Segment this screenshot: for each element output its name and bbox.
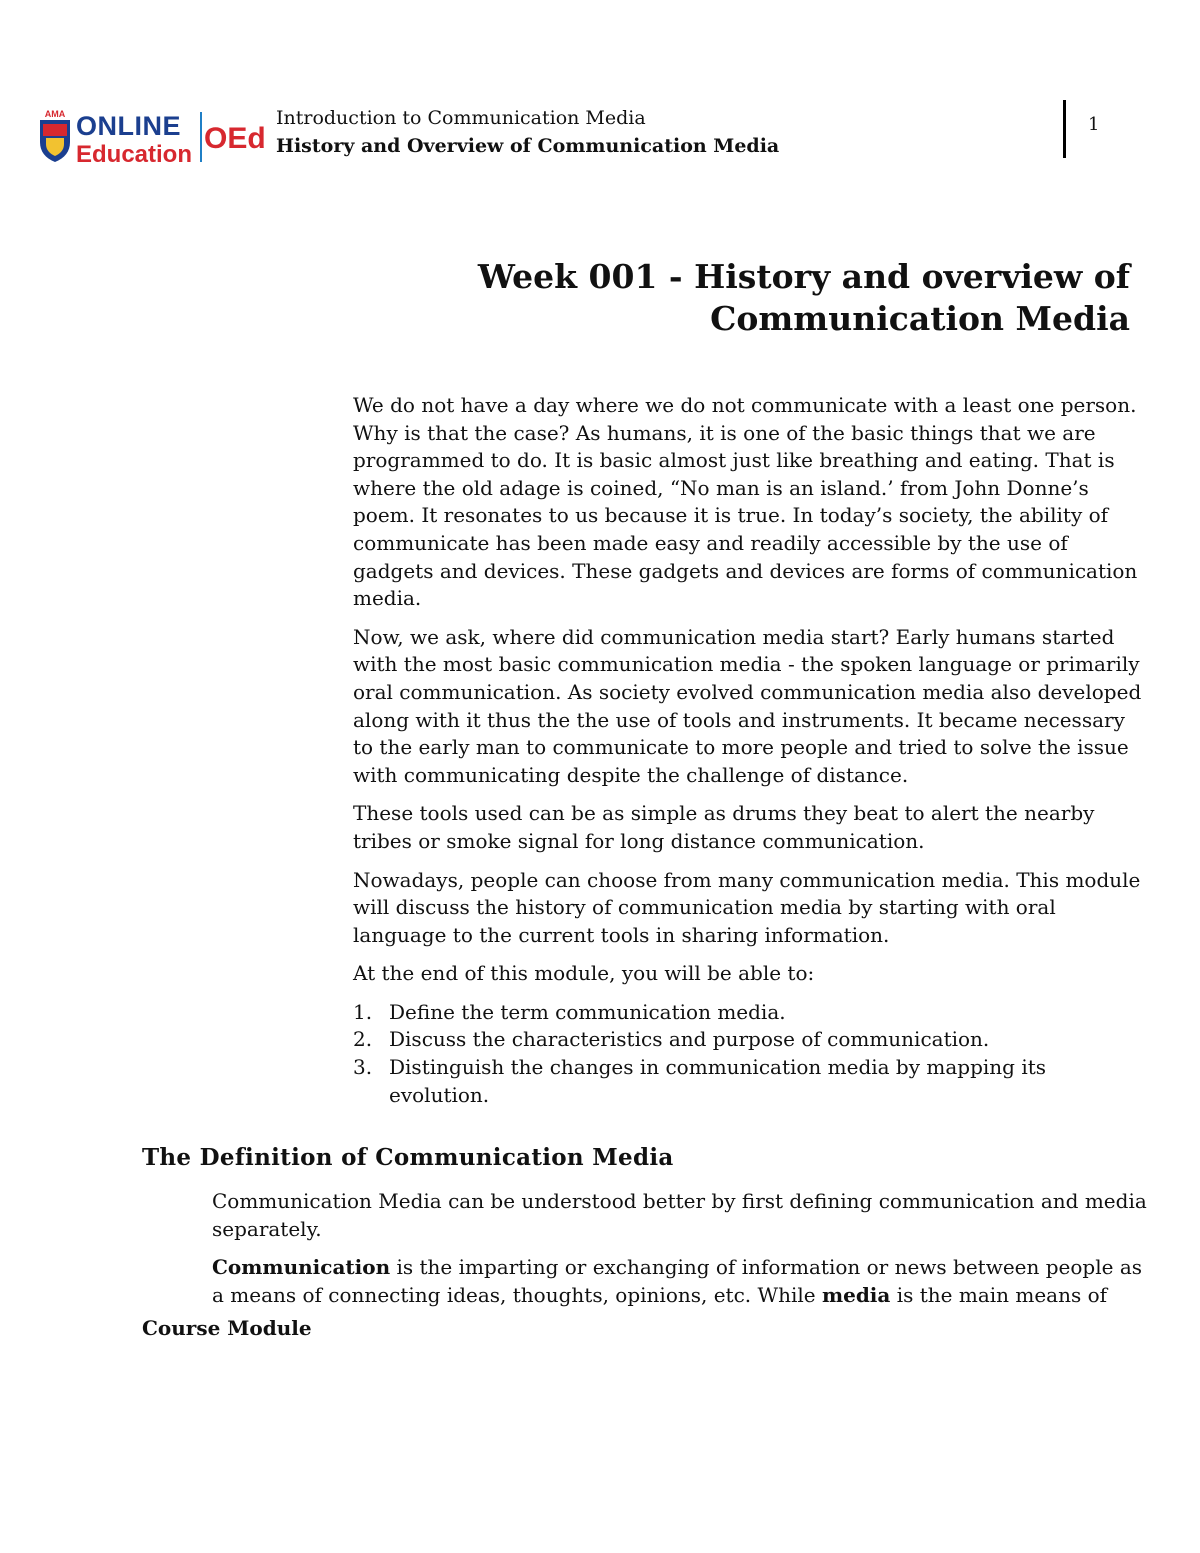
- objective-number: 3.: [353, 1055, 373, 1080]
- objectives-lead: At the end of this module, you will be able to:: [353, 961, 815, 986]
- definition-paragraph: Communication Media can be understood better by first defining communication and media separately.: [212, 1189, 1147, 1241]
- objective-text: Discuss the characteristics and purpose of communication.: [389, 1027, 990, 1052]
- intro-paragraph: Now, we ask, where did communication media start? Early humans started with the most basic communication media - the spoken language or primarily oral communication. As society evolved communication media also developed along with it thus the the use of tools and instruments. It became necessary to the early man to communicate to more people and tried to solve the issue with communicating despite the challenge of distance.: [353, 624, 1142, 787]
- logo-divider: [200, 112, 202, 162]
- online-education-logo: [36, 106, 276, 164]
- objective-text: Define the term communication media.: [389, 999, 786, 1024]
- intro-paragraph: These tools used can be as simple as drums they beat to alert the nearby tribes or smoke signal for long distance communication.: [353, 801, 1095, 853]
- logo-line1: ONLINE: [76, 111, 182, 141]
- page-number: 1: [1088, 114, 1100, 135]
- crest-stripe: [43, 124, 67, 136]
- logo-line2: Education: [76, 141, 193, 164]
- objective-number: 2.: [353, 1027, 373, 1052]
- definition-text: is the imparting or exchanging of information or news between people as a means of connecting ideas, thoughts, opinions, etc. While: [212, 1255, 1142, 1307]
- week-title-line2: Communication Media: [710, 299, 1130, 338]
- objective-item: [353, 1054, 1143, 1109]
- week-title-line1: Week 001 - History and overview of: [477, 257, 1130, 296]
- course-subtitle: History and Overview of Communication Media: [276, 135, 780, 157]
- footer-label: Course Module: [142, 1316, 312, 1340]
- objective-number: 1.: [353, 999, 373, 1024]
- intro-section: [353, 392, 1143, 1109]
- term-media: media: [821, 1282, 891, 1307]
- definition-section: [212, 1188, 1152, 1320]
- course-info: [276, 104, 779, 160]
- course-title: Introduction to Communication Media: [276, 107, 646, 129]
- objective-item: [353, 1026, 1143, 1054]
- objectives-list: [353, 999, 1143, 1109]
- definition-paragraph: [212, 1254, 1152, 1309]
- logo-mark: OEd: [204, 122, 266, 155]
- objective-text: Distinguish the changes in communication media by mapping its evolution.: [389, 1055, 1047, 1107]
- definition-text: is the main means of: [890, 1282, 1108, 1307]
- header-divider: [1063, 100, 1066, 158]
- section-heading: The Definition of Communication Media: [142, 1144, 674, 1171]
- page-header: [36, 100, 1166, 162]
- intro-paragraph: We do not have a day where we do not communicate with a least one person. Why is that the case? As humans, it is one of the basic things that we are programmed to do. It is basic almost just like breathing and eating. That is where the old adage is coined, “No man is an island.’ from John Donne’s poem. It resonates to us because it is true. In today’s society, the ability of communicate has been made easy and readily accessible by the use of gadgets and devices. These gadgets and devices are forms of communication media.: [353, 393, 1138, 611]
- term-communication: Communication: [212, 1255, 391, 1280]
- intro-paragraph: Nowadays, people can choose from many communication media. This module will discuss the history of communication media by starting with oral language to the current tools in sharing information.: [353, 867, 1141, 947]
- week-title: [430, 256, 1130, 340]
- crest-label: AMA: [44, 109, 66, 119]
- objective-item: [353, 999, 1143, 1027]
